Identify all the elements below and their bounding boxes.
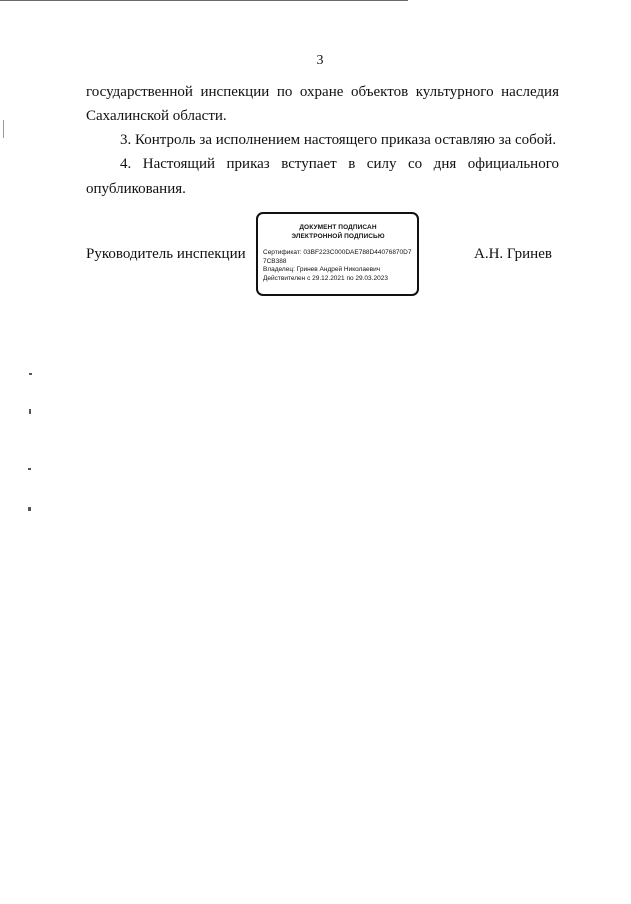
paragraph-2-line-2: Сахалинской области. [86, 108, 227, 124]
paragraph-3: 3. Контроль за исполнением настоящего приказа оставляю за собой. [120, 132, 557, 148]
scan-speck [29, 409, 31, 414]
stamp-validity: Действителен с 29.12.2021 по 29.03.2023 [263, 274, 388, 282]
electronic-signature-stamp [256, 212, 419, 296]
scan-speck [28, 468, 31, 470]
stamp-certificate: Сертификат: 03BF223C000DAE788D44076870D77CB388 [263, 249, 412, 265]
stamp-owner: Владелец: Гринев Андрей Николаевич [263, 266, 381, 273]
page-number: 3 [316, 53, 324, 68]
paragraph-4-line-1: 4. Настоящий приказ вступает в силу со дня официального [120, 156, 559, 172]
signatory-position: Руководитель инспекции [86, 246, 246, 262]
scan-top-edge-line [0, 0, 408, 1]
signatory-name: А.Н. Гринев [474, 246, 552, 262]
stamp-title-line-2: ЭЛЕКТРОННОЙ ПОДПИСЬЮ [291, 232, 385, 240]
scan-speck [28, 507, 31, 511]
stamp-title-line-1: ДОКУМЕНТ ПОДПИСАН [299, 224, 377, 231]
scan-speck [3, 120, 4, 138]
scan-speck [29, 373, 32, 375]
paragraph-2-line-1: государственной инспекции по охране объектов культурного наследия [86, 84, 559, 100]
paragraph-4-line-2: опубликования. [86, 181, 186, 197]
